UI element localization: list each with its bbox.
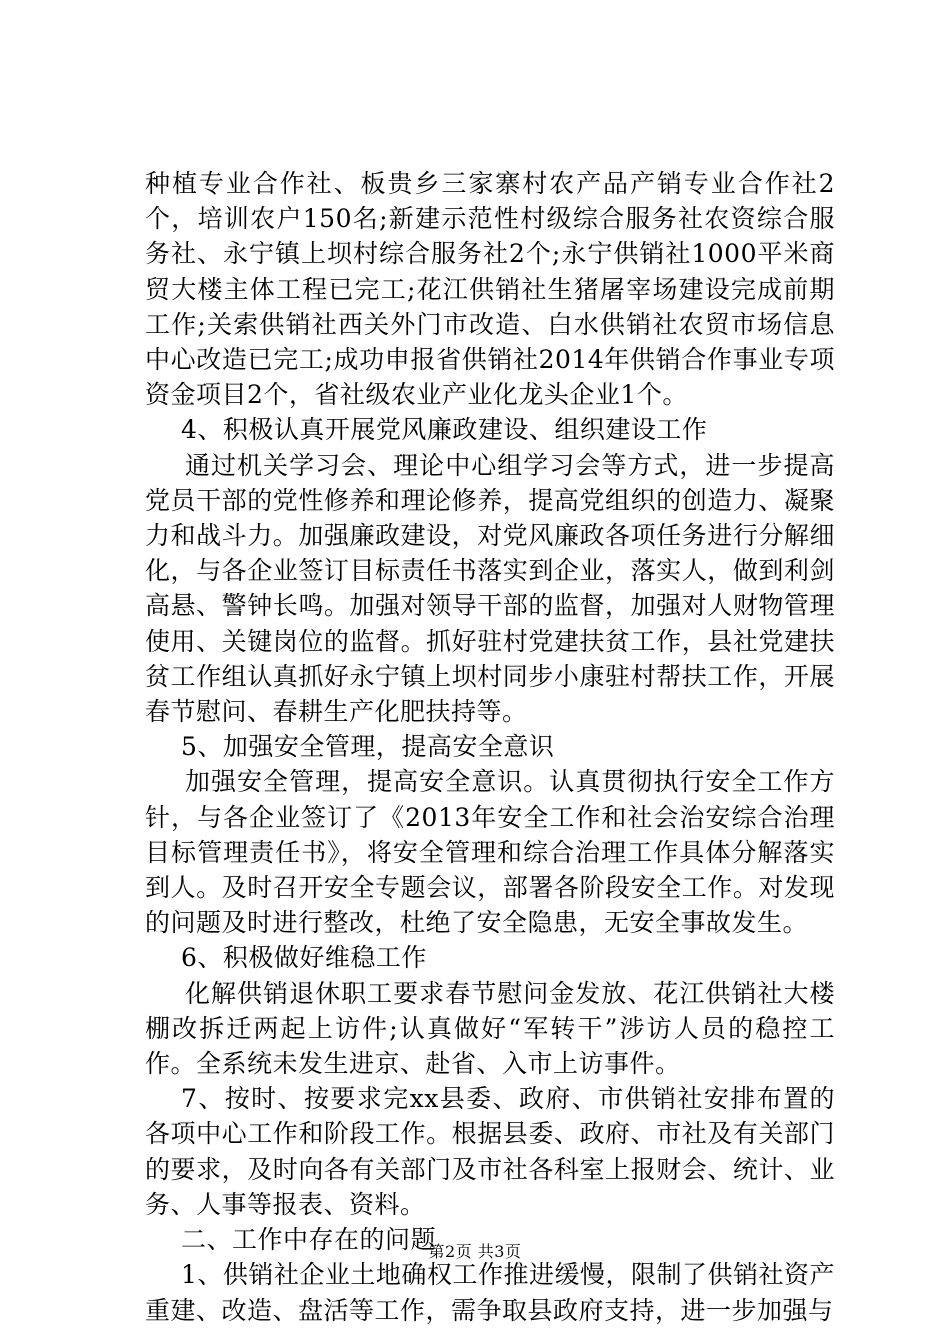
heading-safety-management: 5、加强安全管理，提高安全意识 [181, 732, 555, 762]
heading-existing-problems: 二、工作中存在的问题 [181, 1225, 437, 1255]
page-number: 第2页 共3页 [428, 1242, 522, 1261]
heading-party-conduct: 4、积极认真开展党风廉政建设、组织建设工作 [181, 415, 708, 445]
paragraph-stability: 化解供销退休职工要求春节慰问金发放、花江供销社大楼棚改拆迁两起上访件;认真做好“军转干”涉访人员的稳控工作。全系统未发生进京、赴省、入市上访事件。 [145, 978, 835, 1079]
paragraph-cooperatives-progress: 种植专业合作社、板贵乡三家寨村农产品产销专业合作社2个，培训农户150名;新建示范性村级综合服务社农资综合服务社、永宁镇上坝村综合服务社2个;永宁供销社1000平米商贸大楼主体工程已完工;花江供销社生猪屠宰场建设完成前期工作;关索供销社西关外门市改造、白水供销社农贸市场信息中心改造已完工;成功申报省供销社2014年供销合作事业专项资金项目2个，省社级农业产业化龙头企业1个。 [145, 169, 835, 410]
paragraph-central-tasks: 7、按时、按要求完xx县委、政府、市供销社安排布置的各项中心工作和阶段工作。根据县委、政府、市社及有关部门的要求，及时向各有关部门及市社各科室上报财会、统计、业务、人事等报表、资料。 [145, 1084, 835, 1219]
page-footer [0, 1242, 950, 1262]
paragraph-safety-management: 加强安全管理，提高安全意识。认真贯彻执行安全工作方针，与各企业签订了《2013年安全工作和社会治安综合治理目标管理责任书》，将安全管理和综合治理工作具体分解落实到人。及时召开安全专题会议，部署各阶段安全工作。对发现的问题及时进行整改，杜绝了安全隐患，无安全事故发生。 [145, 767, 835, 938]
heading-stability: 6、积极做好维稳工作 [181, 943, 427, 973]
paragraph-land-rights-problem: 1、供销社企业土地确权工作推进缓慢，限制了供销社资产重建、改造、盘活等工作，需争取县政府支持，进一步加强与 [145, 1260, 835, 1325]
document-body [145, 166, 835, 1328]
paragraph-party-conduct: 通过机关学习会、理论中心组学习会等方式，进一步提高党员干部的党性修养和理论修养，提高党组织的创造力、凝聚力和战斗力。加强廉政建设，对党风廉政各项任务进行分解细化，与各企业签订目标责任书落实到企业，落实人，做到利剑高悬、警钟长鸣。加强对领导干部的监督，加强对人财物管理使用、关键岗位的监督。抓好驻村党建扶贫工作，县社党建扶贫工作组认真抓好永宁镇上坝村同步小康驻村帮扶工作，开展春节慰问、春耕生产化肥扶持等。 [145, 450, 835, 727]
